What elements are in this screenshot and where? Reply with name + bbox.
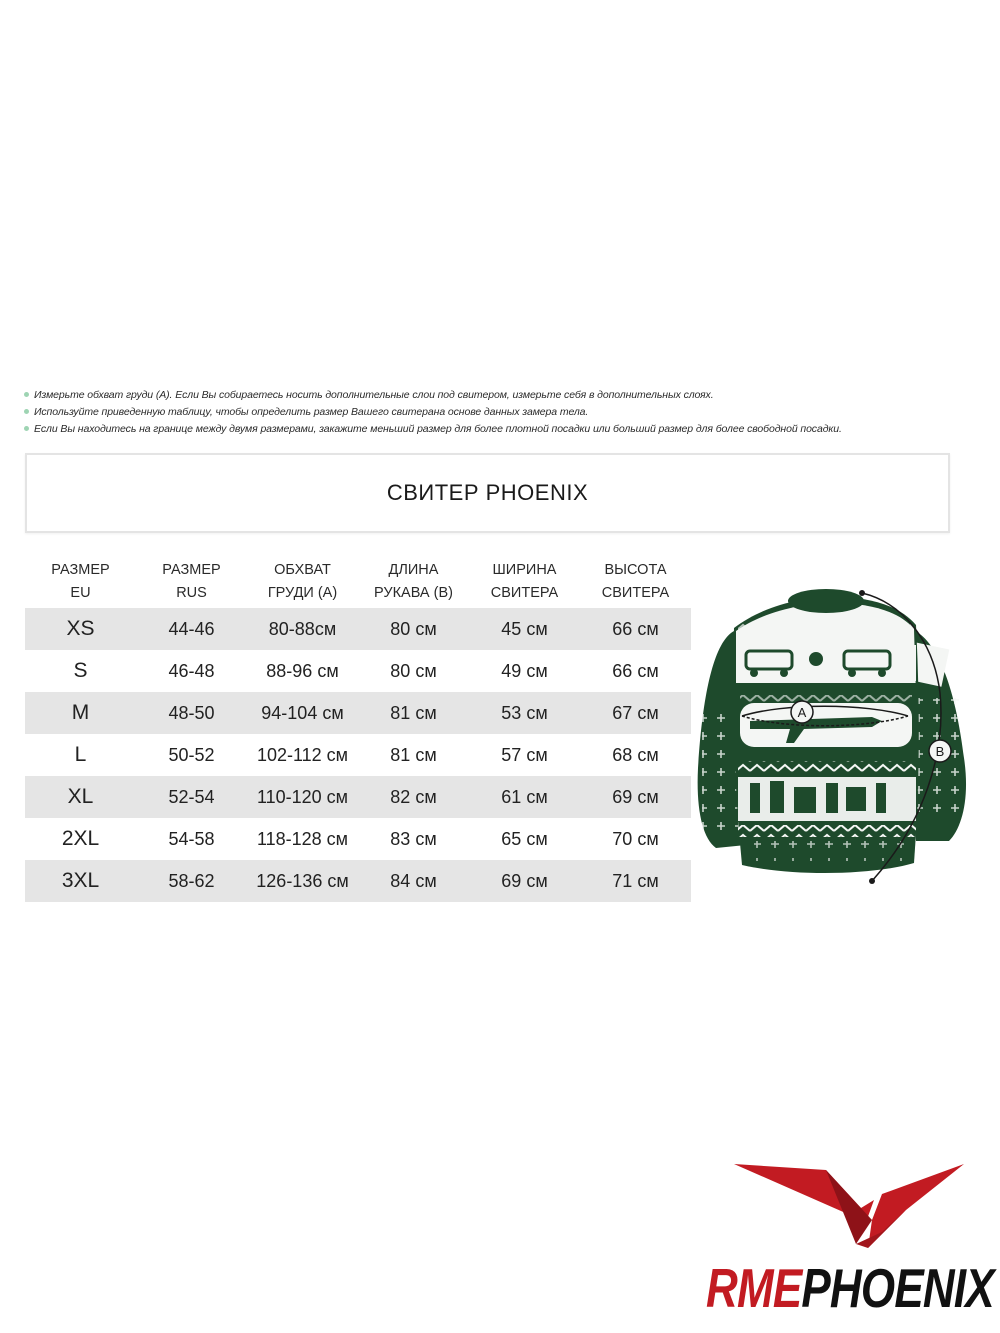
grenade-icon	[809, 652, 823, 666]
bullet-icon	[24, 409, 29, 414]
sweater-illustration	[694, 583, 976, 891]
cell-sleeve: 81 см	[358, 692, 469, 734]
cell-size-rus: 50-52	[168, 744, 215, 765]
cell-width: 45 см	[469, 608, 580, 650]
cell-height: 68 см	[612, 744, 659, 765]
cell-height: 66 см	[580, 608, 691, 650]
cell-size-rus: 48-50	[136, 692, 247, 734]
header-size-rus: РАЗМЕР RUS	[162, 562, 221, 601]
cell-size-eu: M	[25, 692, 136, 734]
cell-chest: 88-96 см	[266, 660, 339, 681]
title-banner	[25, 453, 950, 533]
table-row	[25, 692, 691, 734]
brand-logo	[706, 1160, 994, 1320]
cell-height: 67 см	[580, 692, 691, 734]
cell-size-rus: 54-58	[168, 828, 215, 849]
skull-icon	[794, 787, 816, 813]
table-row	[25, 734, 691, 776]
collar	[788, 589, 864, 613]
cell-sleeve: 84 см	[358, 860, 469, 902]
bullet-icon	[24, 426, 29, 431]
cell-size-eu: XL	[25, 776, 136, 818]
brand-wordmark	[706, 1257, 994, 1319]
size-table	[25, 556, 691, 902]
cell-size-rus: 52-54	[136, 776, 247, 818]
cell-size-eu: XS	[25, 608, 136, 650]
cell-width: 53 см	[469, 692, 580, 734]
cell-sleeve: 81 см	[390, 744, 437, 765]
marker-b-label: B	[935, 744, 945, 759]
table-row	[25, 650, 691, 692]
cell-sleeve: 80 см	[358, 608, 469, 650]
note-item	[24, 404, 974, 421]
size-notes	[24, 387, 974, 438]
cell-width: 49 см	[501, 660, 548, 681]
table-row	[25, 608, 691, 650]
header-width: ШИРИНА СВИТЕРА	[490, 562, 559, 601]
cell-chest: 118-128 см	[256, 828, 349, 849]
note-text: Измерьте обхват груди (А). Если Вы собираетесь носить дополнительные слои под свитером, измерьте себя в дополнительных слоях.	[34, 389, 714, 401]
cell-height: 66 см	[612, 660, 659, 681]
cell-size-rus: 58-62	[136, 860, 247, 902]
phoenix-wing-icon	[706, 1160, 984, 1256]
cell-height: 69 см	[580, 776, 691, 818]
header-chest: ОБХВАТ ГРУДИ (А)	[267, 562, 338, 601]
cell-size-eu: S	[73, 659, 88, 682]
sweater-diagram	[694, 583, 976, 891]
table-row	[25, 818, 691, 860]
note-text: Используйте приведенную таблицу, чтобы определить размер Вашего свитерана основе данных замера тела.	[34, 406, 589, 418]
header-size-eu: РАЗМЕР EU	[51, 562, 110, 601]
wordmark-phoenix: PHOENIX	[801, 1257, 994, 1319]
header-height: ВЫСОТА СВИТЕРА	[601, 562, 670, 601]
cell-chest: 80-88см	[247, 608, 358, 650]
bullet-icon	[24, 392, 29, 397]
cell-width: 69 см	[469, 860, 580, 902]
cell-width: 61 см	[469, 776, 580, 818]
wordmark-rme: RME	[706, 1257, 802, 1319]
cell-size-eu: 2XL	[61, 827, 100, 850]
cell-sleeve: 82 см	[358, 776, 469, 818]
marker-a-label: A	[797, 705, 807, 720]
note-item	[24, 387, 974, 404]
note-text: Если Вы находитесь на границе между двумя размерами, закажите меньший размер для более плотной посадки или больший размер для более свободной посадки.	[34, 423, 842, 435]
cell-sleeve: 80 см	[390, 660, 437, 681]
cell-size-rus: 44-46	[136, 608, 247, 650]
cell-sleeve: 83 см	[390, 828, 437, 849]
cell-size-eu: 3XL	[25, 860, 136, 902]
cell-width: 65 см	[501, 828, 548, 849]
title-prefix: СВИТЕР	[386, 480, 486, 505]
cell-size-eu: L	[74, 743, 87, 766]
cell-height: 71 см	[580, 860, 691, 902]
table-header-row	[25, 556, 691, 608]
header-sleeve: ДЛИНА РУКАВА (B)	[374, 562, 453, 601]
cell-chest: 102-112 см	[256, 744, 349, 765]
cell-chest: 94-104 см	[247, 692, 358, 734]
table-row	[25, 860, 691, 902]
cell-chest: 126-136 см	[247, 860, 358, 902]
cell-chest: 110-120 см	[247, 776, 358, 818]
cell-width: 57 см	[501, 744, 548, 765]
cell-height: 70 см	[612, 828, 659, 849]
title-brand: PHOENIX	[485, 480, 589, 505]
table-row	[25, 776, 691, 818]
page-title	[387, 480, 588, 506]
note-item	[24, 421, 974, 438]
cell-size-rus: 46-48	[168, 660, 215, 681]
